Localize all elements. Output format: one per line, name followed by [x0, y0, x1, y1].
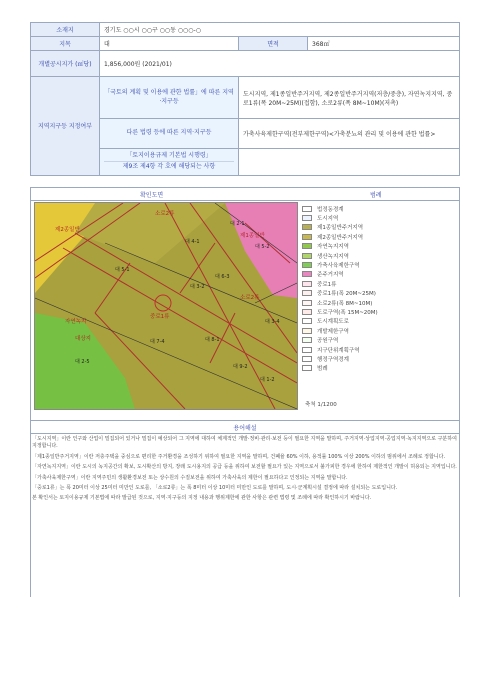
legend-swatch: [302, 309, 312, 315]
parcel-label: 대 2-1: [230, 221, 245, 227]
legend-swatch: [302, 224, 312, 230]
legend-swatch: [302, 365, 312, 371]
legend-item: [302, 232, 458, 241]
legend-label: 공원구역: [317, 338, 339, 345]
description-paragraph: 「가축사육제한구역」이란 지역주민의 생활환경보전 또는 상수원의 수질보전을 위하여 가축사육의 제한이 필요하다고 인정되는 지역을 말합니다.: [32, 474, 348, 481]
parcel-label: 대 7-4: [150, 339, 165, 345]
legend-title: 범례: [370, 192, 382, 199]
legend-swatch: [302, 234, 312, 240]
legend-label: 개발제한구역: [317, 328, 349, 335]
zoning-sub-2: [100, 119, 239, 149]
legend-label: 중로1류(폭 20M~25M): [317, 291, 376, 298]
legend-swatch: [302, 300, 312, 306]
legend-label: 소로2류(폭 8M~10M): [317, 300, 373, 307]
legend-item: [302, 354, 458, 363]
legend-item: [302, 242, 458, 251]
zoning-map: [34, 202, 298, 410]
zoning-label: 지역지구등 지정여부: [31, 77, 100, 176]
land-use-info-table: [30, 22, 460, 176]
parcel-label: 대 5-1: [115, 267, 130, 273]
legend-item: [302, 307, 458, 316]
legend-swatch: [302, 271, 312, 277]
legend-label: 제1종일반주거지역: [317, 225, 364, 232]
document-page: [30, 22, 460, 662]
zone-tag: 중로1류: [150, 314, 170, 320]
legend-swatch: [302, 253, 312, 259]
zone-tag: 자연녹지: [65, 319, 87, 325]
legend-swatch: [302, 347, 312, 353]
legend-swatch: [302, 290, 312, 296]
legend-item: [302, 317, 458, 326]
legend-swatch: [302, 243, 312, 249]
legend-item: [302, 335, 458, 344]
legend-label: 법정동경계: [317, 206, 344, 213]
description-title: 용어해설: [233, 425, 257, 432]
zoning-sub-3: [100, 149, 239, 176]
legend-label: 도시지역: [317, 216, 339, 223]
parcel-label: 대 3-4: [265, 319, 280, 325]
legend-item: [302, 251, 458, 260]
parcel-label: 대 6-3: [215, 274, 230, 280]
map-scale: 축척 1/1200: [305, 402, 337, 408]
parcel-label: 대 9-2: [233, 364, 248, 370]
legend-item: [302, 223, 458, 232]
map-header: [30, 187, 460, 201]
zoning-row2-value: 가축사육제한구역(전부제한구역)<가축분뇨의 관리 및 이용에 관한 법률>: [239, 119, 460, 149]
jimok-value: 대: [100, 37, 239, 51]
legend-label: 생산녹지지역: [317, 253, 349, 260]
legend-item: [302, 364, 458, 373]
description-paragraph: 본 확인서는 토지이용규제 기본법에 따라 발급된 것으로, 지역·지구등의 지정 내용과 행위제한에 관한 사항은 관련 법령 및 조례에 따라 확인하시기 바랍니다.: [32, 495, 372, 502]
zone-tag: 소로2류: [240, 295, 260, 301]
zoning-sub-3-text: 「토지이용규제 기본법 시행령」: [104, 151, 234, 162]
zone-tag: 대상지: [75, 336, 91, 342]
legend-swatch: [302, 262, 312, 268]
parcel-label: 대 2-5: [75, 359, 90, 365]
legend-swatch: [302, 318, 312, 324]
legend-swatch: [302, 281, 312, 287]
area-label: 면적: [239, 37, 308, 51]
legend-label: 제2종일반주거지역: [317, 234, 364, 241]
legend-label: 지구단위계획구역: [317, 347, 360, 354]
legend-item: [302, 298, 458, 307]
legend-item: [302, 260, 458, 269]
legend-swatch: [302, 356, 312, 362]
legend-label: 도시계획도로: [317, 319, 349, 326]
zoning-sub-1: [100, 77, 239, 119]
legend-item: [302, 279, 458, 288]
parcel-label: 대 5-2: [255, 244, 270, 250]
description-paragraph: 「도시지역」이란 인구와 산업이 밀집되어 있거나 밀집이 예상되어 그 지역에 대하여 체계적인 개발·정비·관리·보전 등이 필요한 지역을 말하며, 주거지역·상업지역·공업지역·녹지지역으로 구분하여 지정합니다.: [32, 436, 457, 450]
map-title: 확인도면: [140, 192, 164, 199]
location-label: 소재지: [31, 23, 100, 37]
legend-label: 중로1류: [317, 281, 337, 288]
price-label: 개별공시지가 (㎡당): [31, 51, 100, 77]
area-value: 368㎡: [308, 37, 460, 51]
zoning-sub-4-text: 제9조 제4항 각 호에 해당되는 사항: [122, 163, 216, 171]
legend-item: [302, 204, 458, 213]
legend-item: [302, 289, 458, 298]
description-paragraph: 「중로1류」는 폭 20미터 이상 25미터 미만인 도로를, 「소로2류」는 폭 8미터 이상 10미터 미만인 도로를 말하며, 도시·군계획시설 결정에 따라 설치되는 도로입니다.: [32, 485, 398, 492]
description-paragraph: 「제1종일반주거지역」이란 저층주택을 중심으로 편리한 주거환경을 조성하기 위하여 필요한 지역을 말하며, 건폐율 60% 이하, 용적률 100% 이상 200% 이하의 범위에서 조례로 정합니다.: [32, 453, 446, 460]
legend-swatch: [302, 328, 312, 334]
description-header: [30, 420, 460, 434]
location-value: 경기도 ○○시 ○○구 ○○동 ○○○-○: [100, 23, 460, 37]
legend-swatch: [302, 215, 312, 221]
map-legend: [302, 204, 458, 373]
zoning-map-graphic: [35, 203, 297, 409]
legend-swatch: [302, 337, 312, 343]
price-value: 1,856,000원 (2021/01): [100, 51, 460, 77]
zone-tag: 소로2류: [155, 211, 175, 217]
zoning-row1-value: 도시지역, 제1종일반주거지역, 제2종일반주거지역(저층/중층), 자연녹지지역, 중로1류(폭 20M~25M)(접함), 소로2류(폭 8M~10M)(저촉): [239, 77, 460, 119]
parcel-label: 대 1-2: [260, 377, 275, 383]
jimok-label: 지목: [31, 37, 100, 51]
description-paragraph: 「자연녹지지역」이란 도시의 녹지공간의 확보, 도시확산의 방지, 장래 도시용지의 공급 등을 위하여 보전할 필요가 있는 지역으로서 불가피한 경우에 한하여 제한적인 개발이 허용되는 지역입니다.: [32, 464, 457, 471]
zoning-sub-1-text: 「국토의 계획 및 이용에 관한 법률」에 따른 지역·지구등: [104, 89, 234, 105]
legend-label: 가축사육제한구역: [317, 263, 360, 270]
parcel-label: 대 4-1: [185, 239, 200, 245]
zone-tag: 제1종일반: [240, 233, 265, 239]
legend-item: [302, 213, 458, 222]
legend-label: 범례: [317, 366, 328, 373]
description-body: [32, 436, 458, 506]
zoning-row3-value: [239, 149, 460, 176]
legend-label: 도로구역(폭 15M~20M): [317, 309, 378, 316]
legend-label: 준주거지역: [317, 272, 344, 279]
legend-item: [302, 326, 458, 335]
zoning-sub-2-text: 다른 법령 등에 따른 지역·지구등: [126, 129, 212, 137]
legend-item: [302, 345, 458, 354]
legend-item: [302, 270, 458, 279]
legend-swatch: [302, 206, 312, 212]
zone-tag: 제2종일반: [55, 227, 80, 233]
parcel-label: 대 8-1: [205, 337, 220, 343]
legend-label: 자연녹지지역: [317, 244, 349, 251]
parcel-label: 대 3-2: [190, 284, 205, 290]
legend-label: 행정구역경계: [317, 356, 349, 363]
